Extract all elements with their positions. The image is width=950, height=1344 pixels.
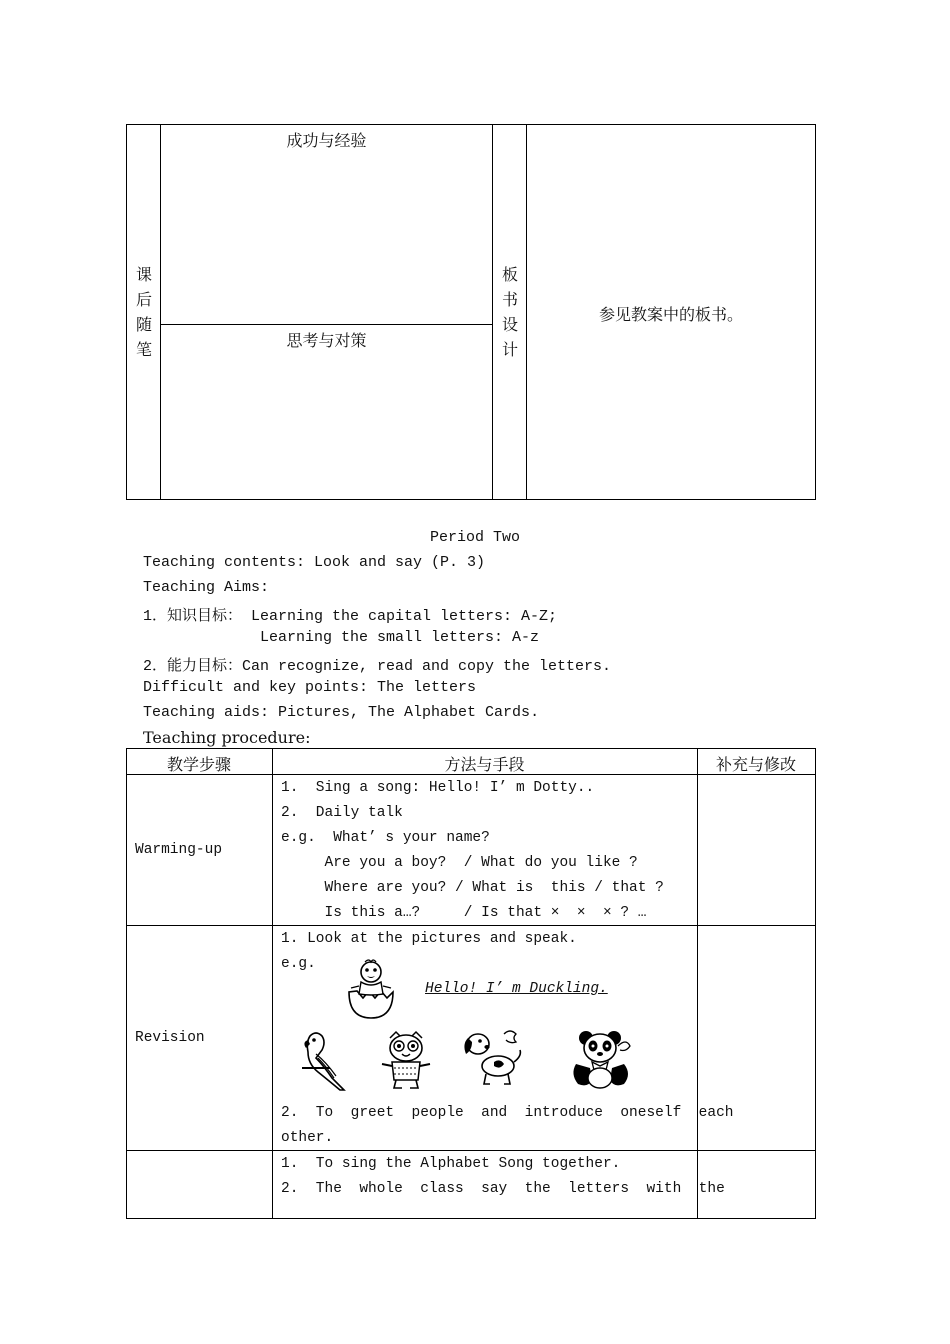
teaching-aims-label: Teaching Aims: — [143, 579, 270, 596]
warmup-line-6: Is this a…? / Is that × × × ? … — [281, 905, 647, 921]
period-title: Period Two — [429, 529, 520, 546]
aim-knowledge: 1．知识目标： Learning the capital letters: A-Z; — [143, 608, 558, 625]
after-class-notes-label: 课 后 随 笔 — [135, 265, 152, 359]
header-supplement: 补充与修改 — [715, 755, 796, 774]
aim-ability: 2．能力目标：Can recognize, read and copy the letters. — [143, 658, 612, 675]
step-warming-up: Warming-up — [135, 842, 223, 858]
header-steps: 教学步骤 — [166, 755, 231, 774]
teaching-aids: Teaching aids: Pictures, The Alphabet Cards. — [143, 704, 540, 721]
board-content: 参见教案中的板书。 — [598, 305, 743, 324]
warmup-line-4: Are you a boy? / What do you like ? — [281, 855, 638, 871]
header-methods: 方法与手段 — [444, 755, 525, 774]
step-revision: Revision — [135, 1030, 205, 1046]
parrot-icon — [296, 1028, 352, 1092]
panda-icon — [568, 1028, 634, 1090]
board-design-label: 板 书 设 计 — [501, 265, 518, 359]
duckling-icon — [345, 958, 397, 1020]
owl-icon — [378, 1028, 434, 1092]
warmup-line-1: 1. Sing a song: Hello! I’ m Dotty.. — [281, 780, 595, 796]
revision-line-1: 1. Look at the pictures and speak. — [281, 931, 577, 947]
teaching-procedure-label: Teaching procedure: — [143, 728, 311, 747]
revision-line-2a: 2. To greet people and introduce oneself each — [281, 1105, 734, 1121]
aim-knowledge-small-letters: Learning the small letters: A-z — [260, 629, 540, 646]
warmup-line-3: e.g. What’ s your name? — [281, 830, 490, 846]
dog-icon — [460, 1026, 524, 1088]
row3-line-2: 2. The whole class say the letters with the — [281, 1181, 725, 1197]
duckling-caption: Hello! I’ m Duckling. — [425, 981, 608, 997]
success-heading: 成功与经验 — [286, 131, 367, 150]
warmup-line-2: 2. Daily talk — [281, 805, 403, 821]
teaching-contents: Teaching contents: Look and say (P. 3) — [143, 554, 486, 571]
revision-line-2b: other. — [281, 1130, 334, 1146]
reflection-heading: 思考与对策 — [286, 331, 367, 350]
row3-line-1: 1. To sing the Alphabet Song together. — [281, 1156, 621, 1172]
difficult-points: Difficult and key points: The letters — [143, 679, 477, 696]
warmup-line-5: Where are you? / What is this / that ? — [281, 880, 664, 896]
revision-eg: e.g. — [281, 956, 316, 972]
